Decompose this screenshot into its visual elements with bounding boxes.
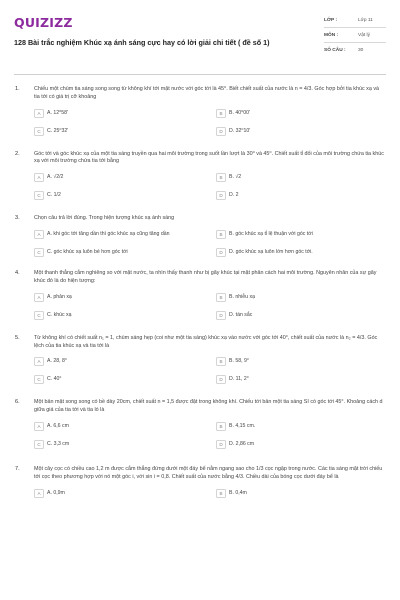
option-letter-box: B [216,109,226,118]
option-text: C. khúc xạ [47,311,72,318]
option-letter-box: D [216,127,226,136]
option-letter-box: A [34,109,44,118]
answer-option[interactable] [34,357,216,366]
answer-option[interactable] [34,440,216,449]
option-letter-box: C [34,191,44,200]
option-text: D. 11, 2° [229,376,249,383]
option-text: B. 0,4m [229,489,247,496]
answer-option[interactable] [34,127,216,136]
option-letter-box: C [34,127,44,136]
answer-option[interactable] [34,173,216,182]
meta-key: SỐ CÂU : [324,48,346,53]
option-text: D. 32⁰10' [229,127,251,134]
meta-row [324,28,386,43]
answer-option[interactable] [216,357,378,366]
answer-option[interactable] [216,293,378,302]
option-text: C. 3,3 cm [47,441,70,448]
answer-option[interactable] [216,173,378,182]
options-grid [34,293,386,320]
option-letter-box: C [34,248,44,257]
question-list [14,86,386,498]
question-number: 4. [15,270,20,277]
meta-key: MÔN : [324,32,339,38]
question-text: Một thanh thẳng cắm nghiêng so với mặt nước, ta nhìn thấy thanh như bị gãy khúc tại mặt phân cách hai môi trường. Nguyên nhân của sự gãy khúc đó là do hiện tượng: [34,270,377,284]
option-letter-box: D [216,311,226,320]
option-letter-box: B [216,489,226,498]
option-letter-box: B [216,230,226,239]
option-letter-box: A [34,173,44,182]
meta-value: Lớp 11 [358,17,373,23]
question-number: 5. [15,334,20,341]
quizizz-logo: QUIZIZZ [14,15,73,30]
options-grid [34,230,386,257]
answer-option[interactable] [216,375,378,384]
option-text: C. 40° [47,376,62,383]
option-text: A. 0,9m [47,489,65,496]
option-text: B. 58, 9° [229,358,249,365]
answer-option[interactable] [216,422,378,431]
question-text: Chọn câu trả lời đúng. Trong hiện tượng khúc xạ ánh sáng [34,215,175,222]
question-number: 6. [15,399,20,406]
answer-option[interactable] [216,489,378,498]
option-letter-box: D [216,248,226,257]
option-text: A. √2/2 [47,174,64,181]
answer-option[interactable] [34,422,216,431]
option-letter-box: C [34,440,44,449]
page-title: 128 Bài trắc nghiệm Khúc xạ ánh sáng cực hay có lời giải chi tiết ( đề số 1) [14,38,270,47]
answer-option[interactable] [34,375,216,384]
answer-option[interactable] [216,191,378,200]
option-text: B. 4,15 cm. [229,423,256,430]
question-text: Chiếu một chùm tia sáng song song từ không khí tới mặt nước với góc tới là 45⁰. Biết chiết suất của nước là n = 4/3. Góc hợp bởi tia khúc xạ và tia tới có giá trị cỡ khoảng [34,86,380,100]
option-text: A. khi góc tới tăng dần thì góc khúc xạ cũng tăng dần [47,231,170,238]
option-letter-box: A [34,422,44,431]
answer-option[interactable] [216,127,378,136]
answer-option[interactable] [34,230,216,239]
question-item [14,86,386,136]
option-text: C. 25⁰32' [47,127,69,134]
option-letter-box: A [34,489,44,498]
header-left [14,10,324,72]
meta-row [324,43,386,58]
option-text: D. góc khúc xạ luôn lớn hơn góc tới. [229,249,313,256]
options-grid [34,422,386,449]
option-text: D. 2,86 cm [229,441,255,448]
question-text: Một cây cọc có chiều cao 1,2 m được cắm thẳng đứng dưới một đáy bể nằm ngang sao cho 1/3 cọc ngập trong nước. Các tia sáng mặt trời chiếu tới cọc theo phương hợp với nó một góc i, với sin i = 0,8. Chiết suất của nước bằng 4/3. Chiều dài của bóng cọc dưới đáy bể là [34,466,383,480]
option-text: D. tán sắc [229,311,253,318]
answer-option[interactable] [34,248,216,257]
option-text: B. 40⁰00' [229,109,250,116]
option-letter-box: D [216,191,226,200]
question-item [14,466,386,498]
option-text: B. góc khúc xạ tỉ lệ thuận với góc tới [229,231,313,238]
question-item [14,270,386,320]
option-letter-box: D [216,375,226,384]
options-grid [34,173,386,200]
option-letter-box: A [34,293,44,302]
option-letter-box: B [216,422,226,431]
meta-table [324,13,386,72]
option-text: A. 28, 8° [47,358,67,365]
question-text: Góc tới và góc khúc xạ của một tia sáng truyền qua hai môi trường trong suốt lần lượt là 30⁰ và 45⁰. Chiết suất tỉ đối của môi trường chứa tia khúc xạ với môi trường chứa tia tới bằng [34,150,384,165]
header-divider [14,74,386,75]
option-text: C. 1/2 [47,192,61,199]
meta-key: LỚP : [324,17,338,23]
document-header [14,10,386,72]
answer-option[interactable] [34,109,216,118]
options-grid [34,357,386,384]
answer-option[interactable] [34,311,216,320]
option-text: D. 2 [229,192,239,199]
option-letter-box: C [34,311,44,320]
option-letter-box: B [216,357,226,366]
option-letter-box: D [216,440,226,449]
question-number: 3. [15,215,20,222]
option-text: A. 12⁰58' [47,109,68,116]
answer-option[interactable] [216,440,378,449]
option-letter-box: B [216,293,226,302]
answer-option[interactable] [216,311,378,320]
answer-option[interactable] [216,230,378,239]
question-text: Từ không khí có chiết suất n₁ = 1, chùm sáng hẹp (coi như một tia sáng) khúc xạ vào nước với góc tới 40°, chiết suất của nước là n₂ = 4/3. Góc lệch của tia khúc xạ và tia tới là [34,334,378,349]
answer-option[interactable] [34,191,216,200]
question-text: Một bản mặt song song có bề dày 20cm, chiết suất n = 1,5 được đặt trong không khí. Chiếu tới bản một tia sáng SI có góc tới 45°. Khoảng cách d giữa giá của tia tới và tia ló là [34,399,383,414]
question-number: 1. [15,86,20,92]
options-grid [34,489,386,498]
option-text: B. √2 [229,174,242,181]
option-text: B. nhiễu xạ [229,293,255,300]
option-letter-box: C [34,375,44,384]
option-text: A. 6,6 cm [47,423,69,430]
option-letter-box: A [34,357,44,366]
option-letter-box: A [34,230,44,239]
question-item [14,151,386,201]
options-grid [34,109,386,136]
question-number: 7. [15,466,20,473]
question-item [14,335,386,385]
answer-option[interactable] [216,248,378,257]
question-item [14,215,386,257]
meta-row [324,13,386,28]
question-number: 2. [15,150,20,157]
meta-value: Vật lý [358,32,370,38]
option-text: A. phản xạ [47,293,72,300]
question-item [14,399,386,449]
option-text: C. góc khúc xạ luôn bé hơn góc tới [47,249,128,256]
answer-option[interactable] [34,293,216,302]
answer-option[interactable] [34,489,216,498]
option-letter-box: B [216,173,226,182]
meta-value: 30 [358,48,364,53]
answer-option[interactable] [216,109,378,118]
